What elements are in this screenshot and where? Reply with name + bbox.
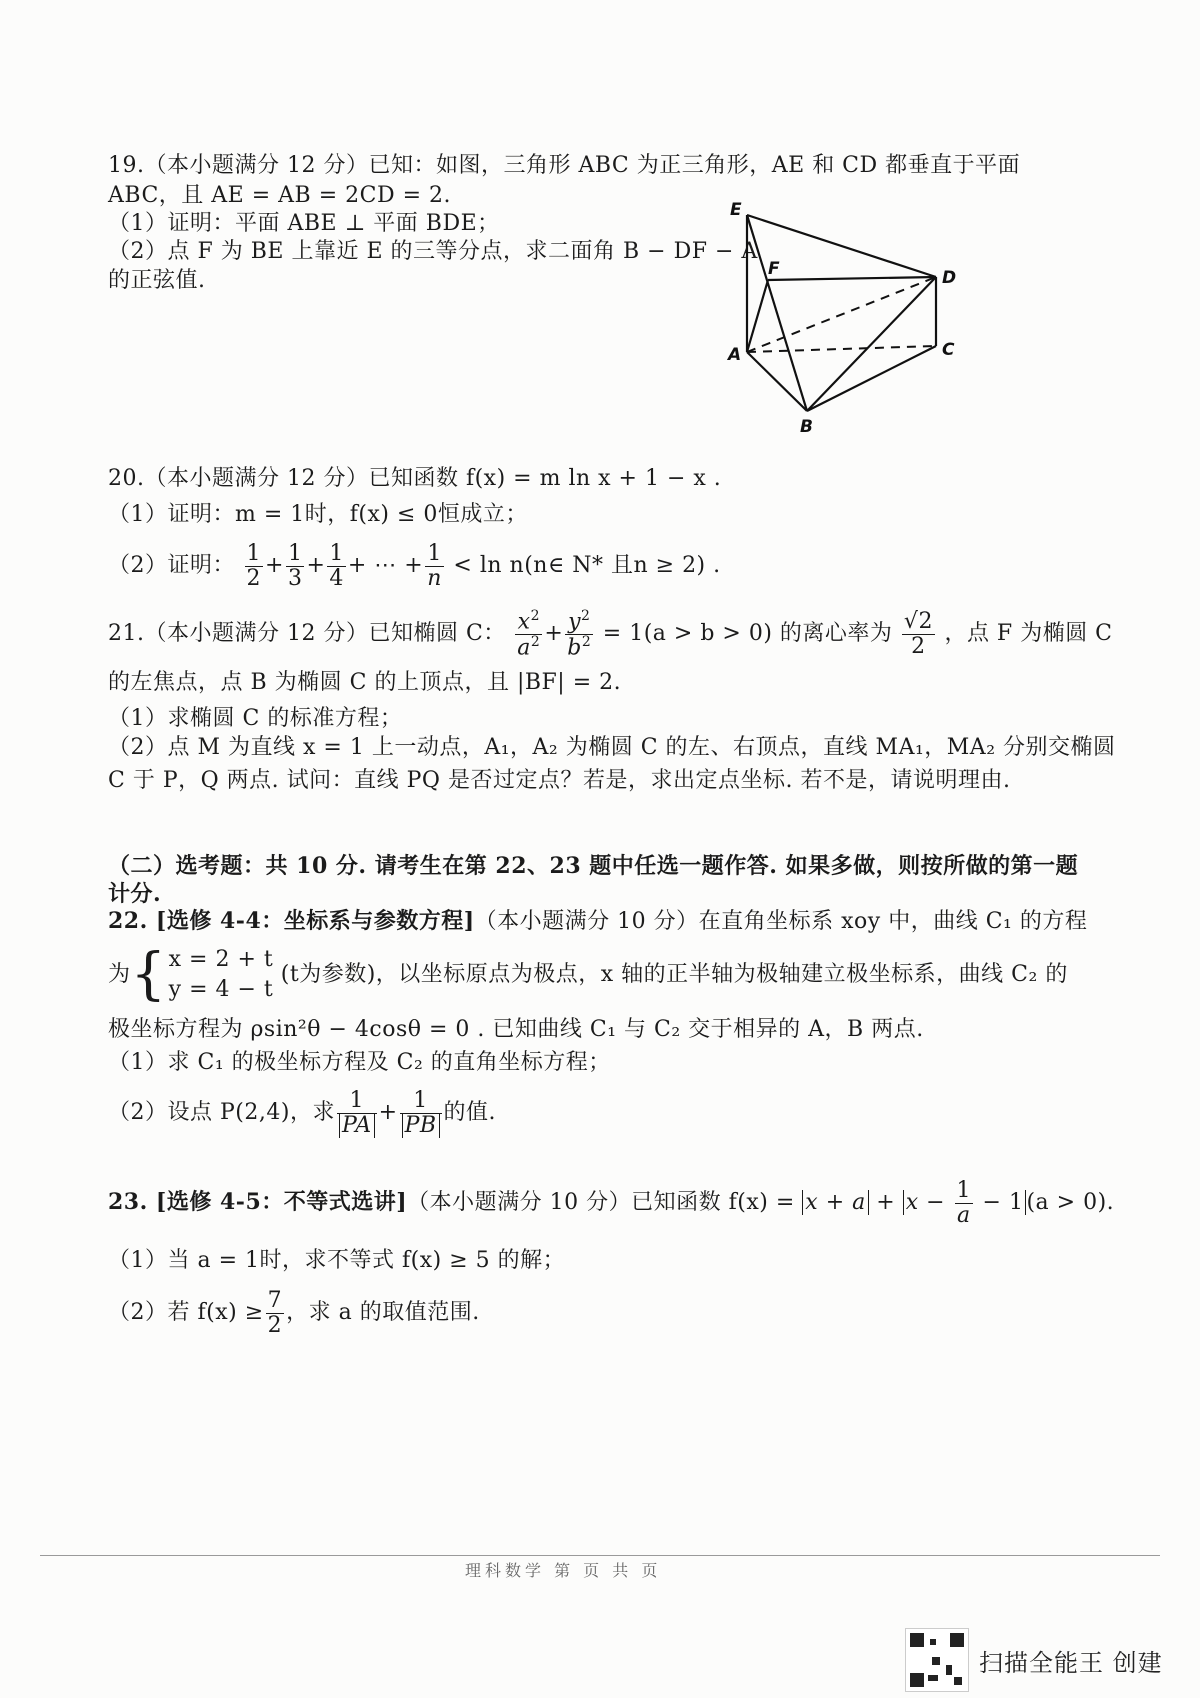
q22-line-2 — [108, 943, 1068, 1007]
frac-1-a: $\frac{1}{a}$ — [956, 1178, 972, 1228]
q20-part-2: （2）证明： $\frac{1}{2}$ + $\frac{1}{3}$ + $\frac{1}{4}$ + ⋯ + $\frac{1}{n}$ < ln n(n∈ N* 且n ≥ 2) . — [108, 541, 721, 591]
q22-part-2-label: （2）设点 P(2,4)，求 — [108, 1100, 335, 1125]
frac-1-PB: $\frac{1}{PB}$ — [400, 1089, 442, 1136]
frac-y2-b2: $\frac{y^2}{b^2}$ — [567, 608, 592, 660]
q23-condition: (a > 0). — [1026, 1190, 1115, 1215]
q23-part-1: （1）当 a = 1时，求不等式 f(x) ≥ 5 的解； — [108, 1248, 566, 1273]
edge-DB — [807, 277, 936, 411]
footer-page-label: 理科数学 第 页 共 页 — [465, 1561, 662, 1580]
q22-part-2-tail: 的值. — [443, 1100, 497, 1125]
q23-part-2 — [108, 1283, 480, 1343]
label-D: D — [942, 268, 957, 288]
q22-prefix: 为 — [108, 962, 131, 987]
frac-x2-a2: $\frac{x^2}{a^2}$ — [517, 608, 541, 660]
q21-intro: 21.（本小题满分 12 分）已知椭圆 C： — [108, 621, 506, 646]
q21-line-2: 的左焦点，点 B 为椭圆 C 的上顶点，且 |BF| = 2. — [108, 670, 622, 695]
parametric-system: { x = 2 + t y = 4 − t — [130, 942, 274, 1007]
label-A: A — [728, 345, 742, 365]
q22-line-2-tail: (t为参数)，以坐标原点为极点，x 轴的正半轴为极轴建立极坐标系，曲线 C₂ 的 — [280, 962, 1068, 987]
scanner-label: 扫描全能王 创建 — [979, 1648, 1163, 1677]
frac-1-4: $\frac{1}{4}$ — [329, 541, 344, 591]
label-E: E — [730, 200, 742, 220]
q21-tail: ，点 F 为椭圆 C — [944, 621, 1113, 646]
label-C: C — [942, 340, 955, 360]
q23-part-2-label: （2）若 f(x) ≥ — [108, 1300, 264, 1325]
q19-line-5: 的正弦值. — [108, 268, 206, 293]
q19-line-1: 19.（本小题满分 12 分）已知：如图，三角形 ABC 为正三角形，AE 和 CD 都垂直于平面 — [108, 153, 1021, 178]
q19-line-2: ABC，且 AE = AB = 2CD = 2. — [108, 183, 452, 208]
footer-rule — [40, 1555, 1160, 1556]
q21-part-1: （1）求椭圆 C 的标准方程； — [108, 706, 403, 731]
q20-part-2-tail: < ln n(n∈ N* 且n ≥ 2) . — [453, 553, 721, 578]
q19-part-2: （2）点 F 为 BE 上靠近 E 的三等分点，求二面角 B − DF − A — [108, 239, 758, 264]
section2-line-1: （二）选考题：共 10 分. 请考生在第 22、23 题中任选一题作答. 如果多做，则按所做的第一题 — [108, 853, 1079, 879]
q21-mid: = 1(a > b > 0) 的离心率为 — [602, 621, 893, 646]
geometry-figure — [728, 200, 1080, 480]
q22-part-2: （2）设点 P(2,4)，求 $\frac{1}{PA}$ + $\frac{1}{PB}$ 的值. — [108, 1088, 497, 1138]
q22-line-3: 极坐标方程为 ρsin²θ − 4cosθ = 0 . 已知曲线 C₁ 与 C₂ 交于相异的 A，B 两点. — [108, 1017, 924, 1042]
q21-line-1: 21.（本小题满分 12 分）已知椭圆 C： $\frac{x^2}{a^2}$ + $\frac{y^2}{b^2}$ = 1(a > b > 0) 的离心率为 $\frac{√2}{2}$ ，点 F 为椭圆 C — [108, 608, 1113, 660]
q22-line-1 — [108, 906, 1087, 937]
frac-1-3: $\frac{1}{3}$ — [287, 541, 303, 591]
abs-x-minus: x − $\frac{1}{a}$ − 1 — [903, 1190, 1027, 1215]
q21-part-2: （2）点 M 为直线 x = 1 上一动点，A₁，A₂ 为椭圆 C 的左、右顶点，直线 MA₁，MA₂ 分别交椭圆 — [108, 735, 1116, 760]
frac-7-2: $\frac{7}{2}$ — [267, 1288, 283, 1338]
qr-code-icon — [905, 1628, 969, 1692]
frac-sqrt2-2: $\frac{√2}{2}$ — [903, 609, 933, 659]
q23-line-1: 23. [选修 4-5：不等式选讲]（本小题满分 10 分）已知函数 f(x) = x + a + x − $\frac{1}{a}$ − 1 (a > 0). — [108, 1178, 1115, 1228]
q20-line-1: 20.（本小题满分 12 分）已知函数 f(x) = m ln x + 1 − x . — [108, 466, 722, 491]
q22-heading: 22. [选修 4-4：坐标系与参数方程] — [108, 908, 475, 934]
frac-1-n: $\frac{1}{n}$ — [427, 541, 442, 591]
q22-part-1: （1）求 C₁ 的极坐标方程及 C₂ 的直角坐标方程； — [108, 1050, 611, 1075]
edge-BC — [807, 346, 936, 411]
q20-part-2-label: （2）证明： — [108, 553, 235, 578]
eq-x: x = 2 + t — [168, 947, 274, 972]
edge-FD — [768, 277, 936, 280]
section2-line-2: 计分. — [108, 881, 162, 907]
abs-x-plus-a: x + a — [802, 1190, 868, 1215]
edge-FA — [747, 280, 768, 352]
frac-1-2: $\frac{1}{2}$ — [246, 541, 261, 591]
q22-intro: （本小题满分 10 分）在直角坐标系 xoy 中，曲线 C₁ 的方程 — [474, 909, 1088, 934]
q20-part-1: （1）证明：m = 1时，f(x) ≤ 0恒成立； — [108, 502, 528, 527]
scanner-watermark — [905, 1628, 1163, 1692]
q19-part-1: （1）证明：平面 ABE ⊥ 平面 BDE； — [108, 211, 500, 236]
frac-1-PA: $\frac{1}{PA}$ — [337, 1089, 377, 1136]
eq-y: y = 4 − t — [168, 977, 274, 1002]
q23-part-2-tail: ，求 a 的取值范围. — [286, 1300, 480, 1325]
q23-heading: 23. [选修 4-5：不等式选讲] — [108, 1189, 408, 1215]
label-F: F — [768, 259, 780, 279]
q21-line-5: C 于 P，Q 两点. 试问：直线 PQ 是否过定点？若是，求出定点坐标. 若不是，请说明理由. — [108, 768, 1011, 793]
q23-intro: （本小题满分 10 分）已知函数 f(x) = — [407, 1190, 795, 1215]
edge-AC-hidden — [747, 346, 936, 352]
edge-AD-hidden — [747, 277, 936, 352]
label-B: B — [800, 417, 813, 437]
